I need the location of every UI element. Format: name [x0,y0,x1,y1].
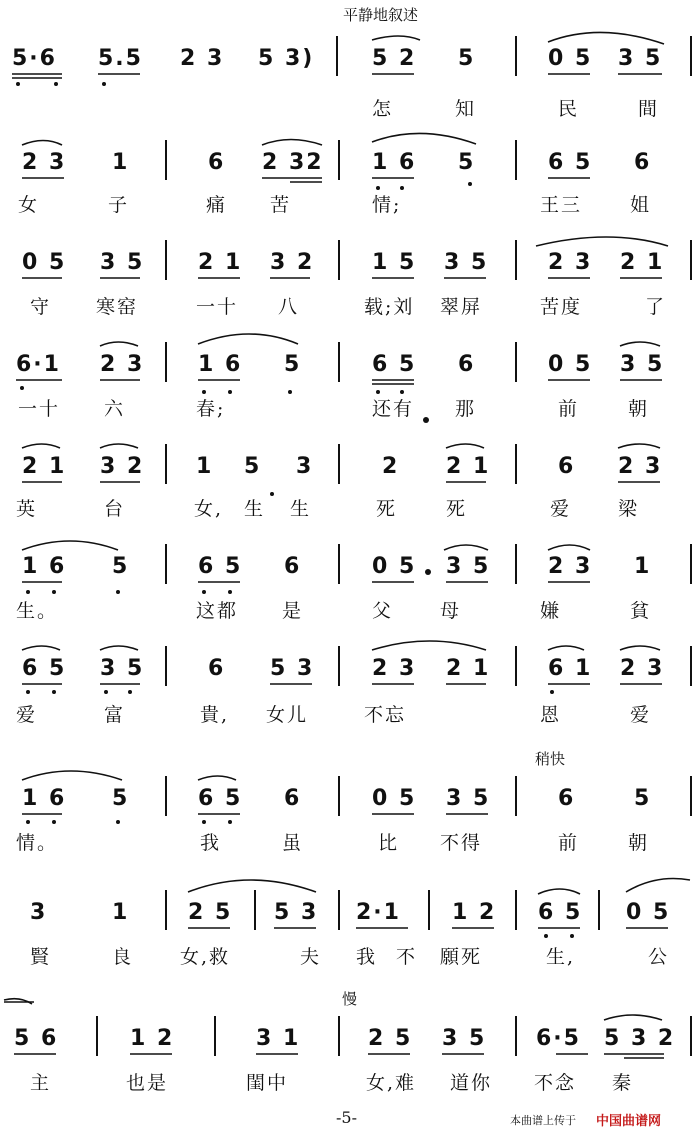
note-group: 3 [296,454,314,479]
lyric: 道你 [450,1072,493,1094]
note-group: 2 3 [620,656,665,681]
lyric: 苦度 [540,296,583,318]
note-group: 6 5 [548,150,593,175]
note-group: 5 3 2 [604,1026,676,1051]
note-group: 3 5 [444,250,489,275]
note-group: 6 [558,786,576,811]
note-group: 1 2 [130,1026,175,1051]
lyric: 母 [440,600,462,622]
lyric: 台 [104,498,126,520]
slur [22,141,62,146]
lyric: 爱 [550,498,572,520]
note-group: 1 [196,454,214,479]
lyric: 不 [396,946,418,968]
slur [620,342,660,346]
slur [188,880,316,892]
slur [22,771,122,780]
slur [626,879,690,893]
lyric: 王三 [540,194,583,216]
slur [548,646,584,650]
lyric: 情。 [16,832,59,854]
tempo-mark: 慢 [342,990,358,1008]
note-group: 3 5 [100,656,145,681]
note-group: 3 [30,900,48,925]
note-group: 2·1 [356,900,401,925]
note-group: 1 6 [372,150,417,175]
note-group: 1 2 [452,900,497,925]
note-group: 3 5 [442,1026,487,1051]
lyric: 子 [108,194,130,216]
slur [604,1015,662,1020]
slur [262,140,322,146]
note-group: 1 [634,554,652,579]
slur [444,545,488,550]
lyric: 寒窑 [96,296,139,318]
lyric: 公 [648,946,670,968]
note-group: 6·1 [16,352,61,377]
note-group: 3 5 [446,554,491,579]
lyric: 父 [372,600,394,622]
lyric: 翠屏 [440,296,483,318]
lyric: 载;刘 [364,296,415,318]
note-group: 2 1 [22,454,67,479]
note-group: 5 [284,352,302,377]
page-number: -5- [336,1108,357,1127]
note-group: 6 1 [548,656,593,681]
note-group: 1 [112,900,130,925]
lyric: 我 [200,832,222,854]
slur [372,133,476,144]
slur [100,342,138,346]
lyric: 不忘 [364,704,407,726]
tempo-mark: 稍快 [535,750,566,768]
note-group: 5 [634,786,652,811]
note-group: 0 5 [548,352,593,377]
note-group: 3 5 [100,250,145,275]
note-group: 3 1 [256,1026,301,1051]
note-group: 2 3 [548,554,593,579]
lyric: 生 [290,498,312,520]
lyric: 不念 [534,1072,577,1094]
slur [538,889,580,894]
lyric: 春; [196,398,226,420]
lyric: 女, [194,498,224,520]
slur [548,545,590,550]
slur [22,646,60,650]
lyric: 生, [546,946,576,968]
note-group: 5·6 [12,46,57,71]
lyric: 女儿 [266,704,309,726]
note-group: 3 5 [620,352,665,377]
slur [22,541,118,550]
lyric: 守 [30,296,52,318]
note-group: 2 1 [446,656,491,681]
note-group: 2 32 [262,150,324,175]
note-group: 6 [208,150,226,175]
note-group: 6 [284,554,302,579]
note-group: 1 [112,150,130,175]
note-group: 2 5 [368,1026,413,1051]
lyric: 貧 [630,600,652,622]
note-group: 0 5 [372,786,417,811]
site-logo: 中国曲谱网 [596,1114,662,1129]
note-group: 3 2 [270,250,315,275]
note-group: 6 5 [372,352,417,377]
note-group: 0 5 [626,900,671,925]
lyric: 是 [282,600,304,622]
note-group: 5 [458,150,476,175]
slur [446,444,484,448]
lyric: 前 [558,398,580,420]
lyric: 比 [378,832,400,854]
slur [372,641,486,650]
slur [198,776,236,780]
lyric: 八 [278,296,300,318]
note-group: 5 3 [270,656,315,681]
lyric: 也是 [126,1072,169,1094]
note-group: 6 [558,454,576,479]
lyric: 六 [104,398,126,420]
lyric: 生。 [16,600,59,622]
note-group: 5.5 [98,46,143,71]
slur [536,237,668,246]
lyric: 还有 [372,398,415,420]
lyric: 民 [558,98,580,120]
lyric: 死 [446,498,468,520]
note-group: 6 [208,656,226,681]
note-group: 6 [458,352,476,377]
lyric: 爱 [16,704,38,726]
lyric: 朝 [628,398,650,420]
note-group: 6 5 [198,554,243,579]
note-group: 3 2 [100,454,145,479]
slur [198,334,298,344]
note-group: 2 3 [180,46,225,71]
lyric: 女,救 [180,946,231,968]
lyric: 痛 [206,194,228,216]
lyric: 梁 [618,498,640,520]
lyric: 那 [455,398,477,420]
lyric: 怎 [372,98,394,120]
note-group: 6 [634,150,652,175]
note-group: 6 5 [538,900,583,925]
note-group: 0 5 [22,250,67,275]
note-group: 3 5 [618,46,663,71]
lyric: 虽 [282,832,304,854]
lyric: 英 [16,498,38,520]
note-group: 5 [244,454,262,479]
lyric: 朝 [628,832,650,854]
lyric: 知 [455,98,477,120]
lyric: 前 [558,832,580,854]
lyric: 主 [30,1072,52,1094]
note-group: 1 6 [22,554,67,579]
note-group: 5 2 [372,46,417,71]
note-group: 0 5 [548,46,593,71]
slur [548,32,664,44]
lyric: 願死 [440,946,483,968]
note-group: 5 3 [274,900,319,925]
note-group: 5 6 [14,1026,59,1051]
note-group: 1 6 [198,352,243,377]
lyric: 一十 [196,296,239,318]
lyric: 我 [356,946,378,968]
slur [618,444,660,448]
lyric: 嫌 [540,600,562,622]
lyric: 恩 [540,704,562,726]
lyric: 这都 [196,600,239,622]
note-group: 3 5 [446,786,491,811]
note-group: 2 1 [446,454,491,479]
lyric: 姐 [630,194,652,216]
note-group: 2 3 [22,150,67,175]
lyric: 富 [104,704,126,726]
lyric: 女 [18,194,40,216]
lyric: 死 [376,498,398,520]
note-group: 2 [382,454,400,479]
lyric: 貴, [200,704,230,726]
lyric: 賢 [30,946,52,968]
note-group: 6 [284,786,302,811]
slur [22,444,60,448]
slur [100,646,138,650]
note-group: 2 5 [188,900,233,925]
lyric: 良 [112,946,134,968]
lyric: 爱 [630,704,652,726]
tempo-mark: 平静地叙述 [343,6,419,24]
lyric: 女,难 [366,1072,417,1094]
lyric: 秦 [612,1072,634,1094]
lyric: 夫 [300,946,322,968]
note-group: 6 5 [198,786,243,811]
lyric: 苦 [270,194,292,216]
note-group: 6 5 [22,656,67,681]
lyric: 了 [645,296,667,318]
lyric: 閨中 [246,1072,289,1094]
note-group: 1 6 [22,786,67,811]
slur [372,36,420,40]
note-group: 2 3 [100,352,145,377]
slur [100,444,138,448]
note-group: 2 3 [618,454,663,479]
lyric: 間 [638,98,660,120]
lyric: 情; [372,194,402,216]
note-group: 1 5 [372,250,417,275]
lyric: 不得 [440,832,483,854]
note-group: 5 3) [258,46,315,71]
upload-credit: 本曲谱上传于 [510,1114,576,1127]
note-group: 2 1 [198,250,243,275]
note-group: 5 [458,46,476,71]
note-group: 5 [112,786,130,811]
lyric: 一十 [18,398,61,420]
note-group: 2 3 [372,656,417,681]
note-group: 5 [112,554,130,579]
note-group: 2 1 [620,250,665,275]
note-group: 2 3 [548,250,593,275]
note-group: 6·5 [536,1026,581,1051]
note-group: 0 5 [372,554,417,579]
lyric: 生 [244,498,266,520]
slur [620,646,660,650]
